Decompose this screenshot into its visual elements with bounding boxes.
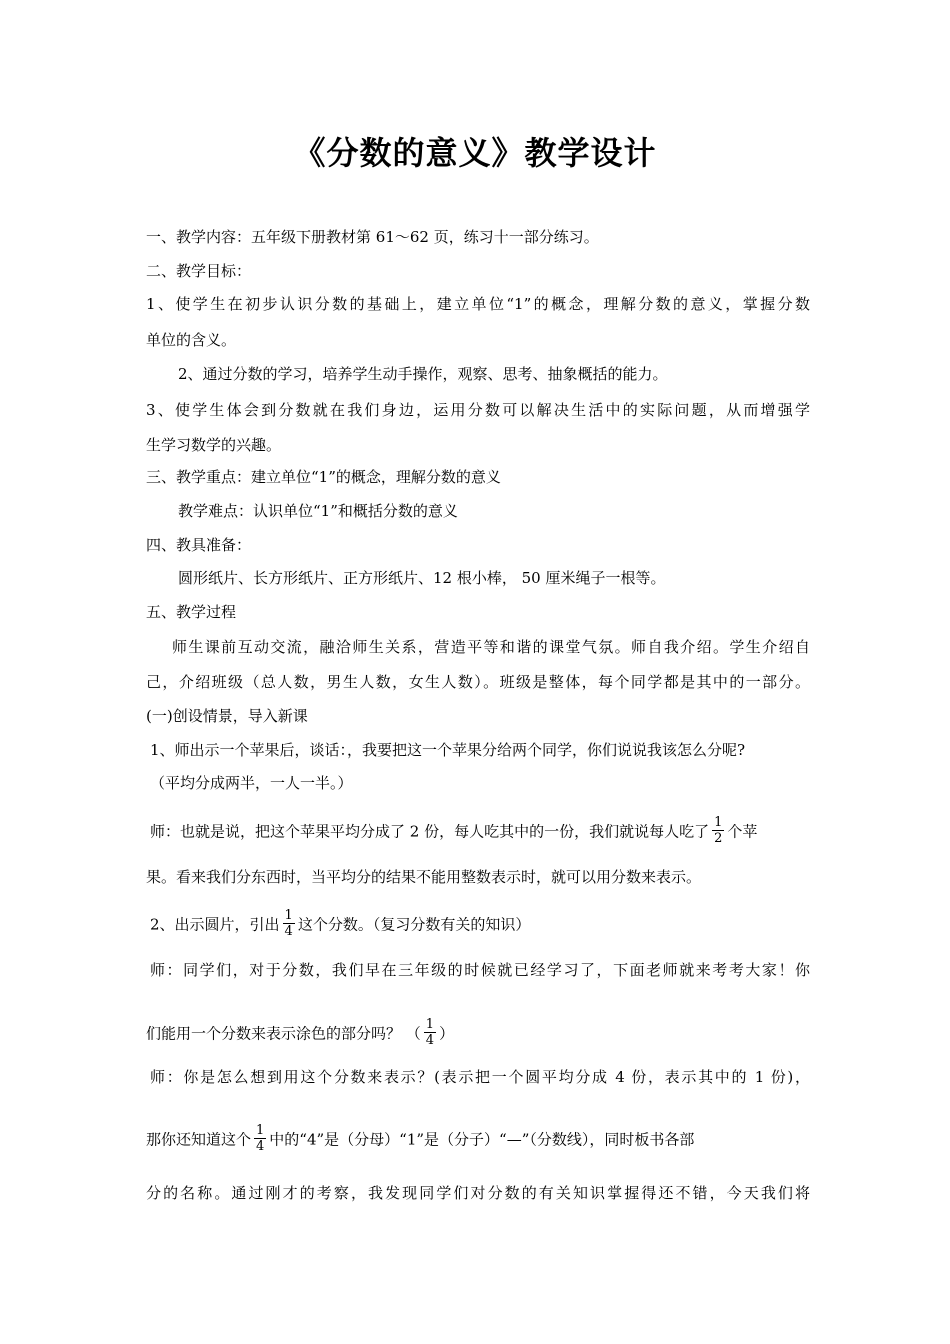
teacher-half-line — [150, 817, 757, 848]
step-1-line-1: 1、师出示一个苹果后，谈话：，我要把这一个苹果分给两个同学，你们说说我该怎么分呢? — [150, 741, 746, 759]
teacher-explain-line: 师：你是怎么想到用这个分数来表示？(表示把一个圆平均分成 4 份，表示其中的 1 份)， — [150, 1068, 810, 1086]
teacher-question-line-2: 们能用一个分数来表示涂色的部分吗？ （ $\frac{1}{4}$ ） — [146, 1017, 455, 1048]
fraction-parts-line: 那你还知道这个 $\frac{1}{4}$ 中的“4”是（分母）“1”是（分子）“—”（分数线），同时板书各部 — [146, 1123, 695, 1154]
section-content: 一、教学内容：五年级下册教材第 61～62 页，练习十一部分练习。 — [146, 228, 599, 246]
fraction-one-quarter: $\frac{1}{4}$ — [425, 1017, 435, 1048]
subsection-1-heading: (一)创设情景，导入新课 — [146, 707, 308, 725]
step-1-answer: （平均分成两半，一人一半。） — [150, 774, 353, 792]
teacher-half-continued: 果。看来我们分东西时，当平均分的结果不能用整数表示时，就可以用分数来表示。 — [146, 868, 702, 886]
difficult-points: 教学难点：认识单位“1”和概括分数的意义 — [178, 502, 458, 520]
section-materials: 四、教具准备： — [146, 536, 252, 554]
objective-1-line-2: 单位的含义。 — [146, 331, 237, 349]
fraction-one-quarter: $\frac{1}{4}$ — [284, 908, 293, 939]
fraction-one-half: $\frac{1}{2}$ — [714, 815, 723, 846]
teacher-question-line-1: 师：同学们，对于分数，我们早在三年级的时候就已经学习了，下面老师就来考考大家！你 — [150, 961, 810, 979]
teacher-half-text: 师：也就是说，把这个苹果平均分成了 2 份，每人吃其中的一份，我们就说每人吃了 — [150, 822, 710, 841]
process-intro-line-1: 师生课前互动交流，融洽师生关系，营造平等和谐的课堂气氛。师自我介绍。学生介绍自 — [172, 638, 810, 656]
review-summary-line: 分的名称。通过刚才的考察，我发现同学们对分数的有关知识掌握得还不错，今天我们将 — [146, 1184, 810, 1202]
objective-3-line-2: 生学习数学的兴趣。 — [146, 436, 282, 454]
step-2-line: 2、出示圆片，引出 $\frac{1}{4}$ 这个分数。（复习分数有关的知识） — [150, 908, 531, 939]
objective-2: 2、通过分数的学习，培养学生动手操作，观察、思考、抽象概括的能力。 — [178, 365, 668, 383]
teacher-half-tail: 个苹 — [727, 822, 758, 841]
document-title: 《分数的意义》教学设计 — [293, 134, 657, 172]
section-key-points: 三、教学重点：建立单位“1”的概念，理解分数的意义 — [146, 468, 501, 486]
section-objectives: 二、教学目标： — [146, 262, 252, 280]
objective-1-line-1: 1、使学生在初步认识分数的基础上，建立单位“1”的概念，理解分数的意义，掌握分数 — [146, 295, 810, 313]
fraction-one-quarter: $\frac{1}{4}$ — [256, 1123, 265, 1154]
section-process: 五、教学过程 — [146, 603, 237, 621]
materials-list: 圆形纸片、长方形纸片、正方形纸片、12 根小棒， 50 厘米绳子一根等。 — [178, 569, 666, 587]
objective-3-line-1: 3、使学生体会到分数就在我们身边，运用分数可以解决生活中的实际问题，从而增强学 — [146, 401, 810, 419]
process-intro-line-2: 己，介绍班级（总人数，男生人数，女生人数）。班级是整体，每个同学都是其中的一部分。 — [146, 673, 810, 691]
